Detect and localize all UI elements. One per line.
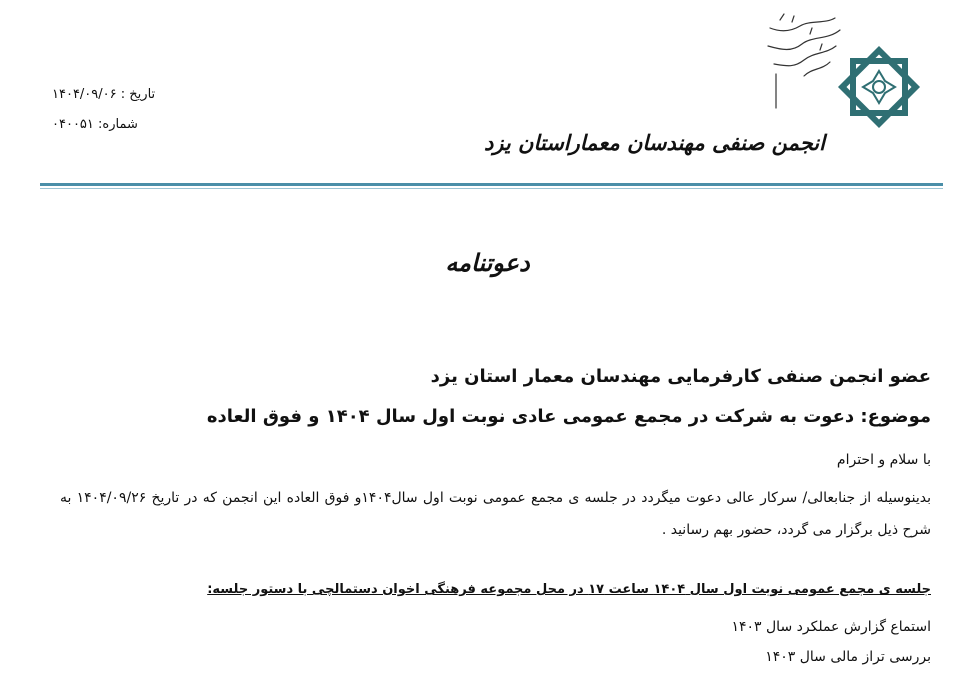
document-title: دعوتنامه bbox=[445, 248, 530, 277]
session-title bbox=[60, 582, 931, 597]
agenda-item: استماع گزارش عملکرد سال ۱۴۰۳ bbox=[731, 619, 931, 635]
letter-meta bbox=[52, 80, 232, 140]
session-title-text: جلسه ی مجمع عمومی نوبت اول سال ۱۴۰۴ ساعت ۱۷ در محل مجموعه فرهنگی اخوان دستمالچی با دستور جلسه: bbox=[207, 582, 931, 597]
invitation-paragraph: بدینوسیله از جنابعالی/ سرکار عالی دعوت میگردد در جلسه ی مجمع عمومی نوبت اول سال۱۴۰۴و فوق العاده این انجمن که در تاریخ ۱۴۰۴/۰۹/۲۶ به شرح ذیل برگزار می گردد، حضور بهم رسانید . bbox=[60, 490, 932, 538]
date-row bbox=[52, 80, 232, 110]
organization-name: انجمن صنفی مهندسان معماراستان یزد bbox=[483, 130, 825, 155]
date-label: تاریخ : bbox=[120, 87, 156, 102]
recipient-line: عضو انجمن صنفی کارفرمایی مهندسان معمار استان یزد bbox=[430, 366, 931, 387]
agenda-list bbox=[60, 612, 931, 672]
geometric-star-logo-icon bbox=[836, 44, 922, 130]
header-divider bbox=[40, 183, 943, 186]
agenda-item: بررسی تراز مالی سال ۱۴۰۳ bbox=[765, 649, 931, 665]
number-value: ۰۴۰۰۵۱ bbox=[52, 117, 94, 132]
number-row bbox=[52, 110, 232, 140]
greeting-line: با سلام و احترام bbox=[836, 452, 931, 468]
logo-script-icon bbox=[740, 10, 850, 110]
number-label: شماره: bbox=[98, 117, 138, 132]
subject-line: موضوع: دعوت به شرکت در مجمع عمومی عادی نوبت اول سال ۱۴۰۴ و فوق العاده bbox=[206, 406, 931, 427]
date-value: ۱۴۰۴/۰۹/۰۶ bbox=[52, 87, 117, 102]
header-divider-thin bbox=[40, 188, 943, 189]
